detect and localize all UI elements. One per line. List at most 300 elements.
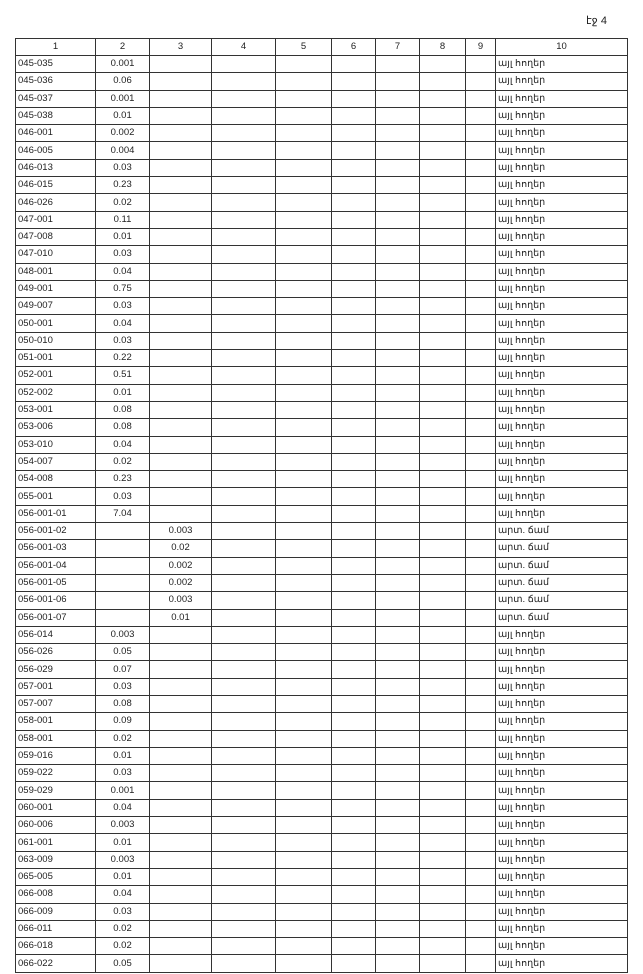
table-cell <box>376 955 420 972</box>
table-cell <box>212 955 276 972</box>
table-cell: այլ հողեր <box>496 505 628 522</box>
table-cell: 0.04 <box>96 436 150 453</box>
table-cell <box>376 678 420 695</box>
table-cell <box>376 661 420 678</box>
table-cell: այլ հողեր <box>496 453 628 470</box>
table-cell <box>150 90 212 107</box>
table-cell <box>276 955 332 972</box>
table-cell: 056-001-06 <box>16 592 96 609</box>
table-row <box>16 782 628 799</box>
table-cell: 7.04 <box>96 505 150 522</box>
table-cell <box>276 298 332 315</box>
table-cell <box>420 592 466 609</box>
table-cell: 059-029 <box>16 782 96 799</box>
table-cell <box>276 384 332 401</box>
table-row <box>16 177 628 194</box>
table-row <box>16 938 628 955</box>
table-cell <box>150 713 212 730</box>
table-cell <box>420 886 466 903</box>
table-cell <box>332 453 376 470</box>
table-cell <box>276 263 332 280</box>
table-cell <box>466 56 496 73</box>
table-cell <box>96 540 150 557</box>
table-row <box>16 661 628 678</box>
table-cell <box>150 938 212 955</box>
table-cell: 0.03 <box>96 159 150 176</box>
table-row <box>16 817 628 834</box>
table-cell <box>420 609 466 626</box>
table-cell <box>332 436 376 453</box>
table-cell: այլ հողեր <box>496 747 628 764</box>
table-cell <box>332 886 376 903</box>
table-cell <box>332 350 376 367</box>
table-cell <box>466 453 496 470</box>
table-cell <box>420 177 466 194</box>
table-cell <box>212 194 276 211</box>
table-cell <box>212 159 276 176</box>
table-row <box>16 107 628 124</box>
table-cell: 053-010 <box>16 436 96 453</box>
table-row <box>16 886 628 903</box>
table-cell <box>332 471 376 488</box>
table-cell <box>212 920 276 937</box>
table-cell: 0.003 <box>150 592 212 609</box>
table-cell <box>376 142 420 159</box>
table-cell: 0.01 <box>96 834 150 851</box>
table-cell: այլ հողեր <box>496 401 628 418</box>
table-cell <box>276 695 332 712</box>
table-cell <box>276 938 332 955</box>
table-cell: այլ հողեր <box>496 695 628 712</box>
table-cell: 0.02 <box>96 938 150 955</box>
table-cell <box>376 695 420 712</box>
table-cell: 056-001-03 <box>16 540 96 557</box>
table-row <box>16 280 628 297</box>
table-cell: 0.08 <box>96 401 150 418</box>
table-cell: 046-026 <box>16 194 96 211</box>
table-cell: այլ հողեր <box>496 488 628 505</box>
table-cell <box>212 523 276 540</box>
table-cell <box>420 350 466 367</box>
table-cell <box>212 367 276 384</box>
table-row <box>16 747 628 764</box>
table-cell <box>420 574 466 591</box>
table-cell: այլ հողեր <box>496 436 628 453</box>
table-cell <box>466 177 496 194</box>
table-cell <box>150 246 212 263</box>
table-row <box>16 228 628 245</box>
table-cell <box>212 177 276 194</box>
table-cell: այլ հողեր <box>496 298 628 315</box>
table-cell <box>212 592 276 609</box>
table-cell <box>376 834 420 851</box>
table-cell <box>376 56 420 73</box>
table-cell <box>332 592 376 609</box>
table-cell <box>212 799 276 816</box>
table-row <box>16 125 628 142</box>
table-cell: այլ հողեր <box>496 90 628 107</box>
table-cell <box>276 453 332 470</box>
table-cell <box>150 107 212 124</box>
table-cell <box>420 505 466 522</box>
table-cell <box>212 471 276 488</box>
table-cell <box>150 350 212 367</box>
table-cell <box>332 574 376 591</box>
table-cell <box>212 298 276 315</box>
table-cell <box>466 384 496 401</box>
table-cell <box>420 332 466 349</box>
table-cell <box>466 557 496 574</box>
table-cell <box>376 211 420 228</box>
table-cell <box>276 592 332 609</box>
column-header: 8 <box>420 39 466 56</box>
table-cell <box>420 955 466 972</box>
table-cell: այլ հողեր <box>496 782 628 799</box>
table-cell: այլ հողեր <box>496 107 628 124</box>
table-cell <box>332 523 376 540</box>
table-row <box>16 644 628 661</box>
table-cell: 0.03 <box>96 246 150 263</box>
table-cell <box>420 523 466 540</box>
table-cell <box>420 782 466 799</box>
table-cell <box>466 903 496 920</box>
table-cell <box>466 782 496 799</box>
table-cell <box>212 574 276 591</box>
table-cell <box>466 938 496 955</box>
table-cell <box>420 280 466 297</box>
table-cell <box>276 903 332 920</box>
table-cell <box>332 367 376 384</box>
table-cell: 053-001 <box>16 401 96 418</box>
table-cell <box>376 782 420 799</box>
table-cell <box>420 730 466 747</box>
table-cell <box>276 817 332 834</box>
table-cell <box>276 125 332 142</box>
table-cell <box>466 73 496 90</box>
table-cell <box>332 540 376 557</box>
table-row <box>16 695 628 712</box>
table-cell <box>276 626 332 643</box>
table-cell: 056-001-04 <box>16 557 96 574</box>
table-cell <box>376 125 420 142</box>
table-cell <box>376 540 420 557</box>
table-cell <box>150 401 212 418</box>
table-row <box>16 298 628 315</box>
table-row <box>16 246 628 263</box>
table-cell <box>332 298 376 315</box>
table-cell <box>212 453 276 470</box>
table-cell <box>376 350 420 367</box>
table-cell <box>466 246 496 263</box>
table-cell: այլ հողեր <box>496 851 628 868</box>
table-cell: այլ հողեր <box>496 280 628 297</box>
table-cell <box>150 851 212 868</box>
table-body <box>16 56 628 973</box>
table-cell <box>332 384 376 401</box>
table-cell <box>466 713 496 730</box>
table-cell <box>276 730 332 747</box>
table-cell: այլ հողեր <box>496 367 628 384</box>
table-cell: արտ. ճամ <box>496 557 628 574</box>
table-cell: արտ. ճամ <box>496 574 628 591</box>
column-header: 3 <box>150 39 212 56</box>
table-cell <box>276 142 332 159</box>
table-cell <box>466 765 496 782</box>
table-cell <box>376 747 420 764</box>
table-cell <box>466 90 496 107</box>
table-cell: 0.03 <box>96 298 150 315</box>
column-header: 9 <box>466 39 496 56</box>
table-cell: 056-029 <box>16 661 96 678</box>
table-cell <box>332 56 376 73</box>
table-cell <box>332 263 376 280</box>
table-cell <box>276 920 332 937</box>
table-cell: 0.02 <box>96 730 150 747</box>
table-row <box>16 713 628 730</box>
table-row <box>16 194 628 211</box>
table-cell <box>150 367 212 384</box>
table-cell <box>96 574 150 591</box>
table-cell <box>96 523 150 540</box>
table-cell: այլ հողեր <box>496 246 628 263</box>
table-cell <box>420 315 466 332</box>
table-cell <box>466 228 496 245</box>
table-cell <box>420 540 466 557</box>
table-cell: այլ հողեր <box>496 713 628 730</box>
table-cell: 066-018 <box>16 938 96 955</box>
table-cell: այլ հողեր <box>496 350 628 367</box>
table-cell: 0.23 <box>96 177 150 194</box>
table-cell: 0.04 <box>96 315 150 332</box>
column-header: 2 <box>96 39 150 56</box>
table-cell: 0.05 <box>96 955 150 972</box>
table-cell <box>212 782 276 799</box>
table-row <box>16 730 628 747</box>
table-cell <box>212 73 276 90</box>
table-cell: 056-001-05 <box>16 574 96 591</box>
table-cell <box>466 920 496 937</box>
table-cell <box>376 367 420 384</box>
table-cell: 0.05 <box>96 644 150 661</box>
table-cell <box>276 246 332 263</box>
table-cell <box>150 159 212 176</box>
table-cell <box>332 765 376 782</box>
table-cell <box>466 574 496 591</box>
table-cell <box>466 488 496 505</box>
table-cell <box>466 955 496 972</box>
table-cell: այլ հողեր <box>496 159 628 176</box>
table-cell <box>466 419 496 436</box>
table-cell: 0.003 <box>96 817 150 834</box>
table-row <box>16 920 628 937</box>
table-cell <box>420 90 466 107</box>
table-cell <box>466 107 496 124</box>
table-cell <box>466 747 496 764</box>
table-cell: 066-009 <box>16 903 96 920</box>
table-cell <box>420 367 466 384</box>
table-cell <box>332 661 376 678</box>
table-cell <box>466 817 496 834</box>
table-cell <box>276 557 332 574</box>
table-cell <box>150 453 212 470</box>
table-cell: 060-006 <box>16 817 96 834</box>
table-cell: 0.001 <box>96 782 150 799</box>
table-cell <box>276 644 332 661</box>
table-cell <box>332 851 376 868</box>
table-cell <box>466 211 496 228</box>
table-cell <box>150 695 212 712</box>
table-cell: արտ. ճամ <box>496 609 628 626</box>
column-header: 1 <box>16 39 96 56</box>
table-cell: 0.002 <box>96 125 150 142</box>
table-cell: 045-037 <box>16 90 96 107</box>
table-cell: 056-001-02 <box>16 523 96 540</box>
table-cell <box>332 90 376 107</box>
table-cell <box>212 557 276 574</box>
table-cell <box>376 332 420 349</box>
table-cell: 056-001-07 <box>16 609 96 626</box>
table-row <box>16 315 628 332</box>
table-cell <box>276 73 332 90</box>
table-cell <box>376 298 420 315</box>
table-cell: 0.01 <box>150 609 212 626</box>
table-cell <box>466 315 496 332</box>
table-cell: 0.01 <box>96 868 150 885</box>
column-header: 4 <box>212 39 276 56</box>
table-row <box>16 592 628 609</box>
table-cell: 0.04 <box>96 886 150 903</box>
table-cell: 046-005 <box>16 142 96 159</box>
table-cell <box>150 765 212 782</box>
table-cell: 0.09 <box>96 713 150 730</box>
table-cell <box>212 142 276 159</box>
table-cell <box>212 661 276 678</box>
table-cell <box>276 90 332 107</box>
table-cell <box>96 557 150 574</box>
table-cell <box>276 765 332 782</box>
table-cell <box>420 419 466 436</box>
table-cell <box>466 350 496 367</box>
table-cell <box>150 263 212 280</box>
table-row <box>16 626 628 643</box>
table-cell <box>332 609 376 626</box>
table-cell: 0.003 <box>96 626 150 643</box>
table-cell <box>276 886 332 903</box>
table-cell <box>420 471 466 488</box>
table-cell <box>332 626 376 643</box>
page-number: էջ 4 <box>586 15 607 27</box>
table-cell: 0.07 <box>96 661 150 678</box>
table-cell <box>276 194 332 211</box>
table-cell <box>466 661 496 678</box>
table-cell: այլ հողեր <box>496 471 628 488</box>
table-cell: 056-014 <box>16 626 96 643</box>
table-cell: այլ հողեր <box>496 332 628 349</box>
table-cell: 0.01 <box>96 228 150 245</box>
table-cell <box>376 90 420 107</box>
table-cell: 0.75 <box>96 280 150 297</box>
table-cell: 0.003 <box>96 851 150 868</box>
table-cell <box>150 315 212 332</box>
table-row <box>16 505 628 522</box>
table-cell <box>150 678 212 695</box>
table-cell: 0.01 <box>96 384 150 401</box>
table-cell: 047-010 <box>16 246 96 263</box>
table-cell <box>376 644 420 661</box>
table-cell <box>466 851 496 868</box>
table-cell <box>376 384 420 401</box>
table-cell <box>420 938 466 955</box>
table-cell: 063-009 <box>16 851 96 868</box>
table-cell: 061-001 <box>16 834 96 851</box>
table-cell <box>276 747 332 764</box>
table-cell <box>212 263 276 280</box>
table-cell: 054-007 <box>16 453 96 470</box>
table-cell <box>276 280 332 297</box>
table-row <box>16 90 628 107</box>
table-cell: 046-015 <box>16 177 96 194</box>
table-cell: 055-001 <box>16 488 96 505</box>
table-cell <box>376 263 420 280</box>
table-row <box>16 350 628 367</box>
table-cell <box>420 436 466 453</box>
table-cell <box>376 401 420 418</box>
table-cell: այլ հողեր <box>496 56 628 73</box>
table-row <box>16 851 628 868</box>
table-cell <box>150 661 212 678</box>
table-cell <box>376 280 420 297</box>
table-cell <box>276 851 332 868</box>
table-cell: 0.004 <box>96 142 150 159</box>
table-row <box>16 799 628 816</box>
table-cell <box>332 177 376 194</box>
table-cell <box>276 471 332 488</box>
table-cell: այլ հողեր <box>496 228 628 245</box>
table-cell <box>212 834 276 851</box>
table-cell <box>466 695 496 712</box>
table-cell <box>466 401 496 418</box>
table-cell <box>212 384 276 401</box>
table-cell <box>150 817 212 834</box>
table-cell: 051-001 <box>16 350 96 367</box>
table-cell <box>212 938 276 955</box>
table-cell: 0.03 <box>96 332 150 349</box>
table-cell <box>332 903 376 920</box>
table-cell <box>212 211 276 228</box>
table-cell <box>276 436 332 453</box>
table-cell <box>376 920 420 937</box>
table-cell <box>376 868 420 885</box>
table-cell <box>376 436 420 453</box>
table-row <box>16 332 628 349</box>
table-cell <box>466 886 496 903</box>
table-cell: այլ հողեր <box>496 177 628 194</box>
table-cell <box>376 246 420 263</box>
table-cell <box>376 592 420 609</box>
table-cell: այլ հողեր <box>496 644 628 661</box>
table-cell <box>420 384 466 401</box>
table-cell: 049-001 <box>16 280 96 297</box>
column-header: 5 <box>276 39 332 56</box>
table-cell: 052-001 <box>16 367 96 384</box>
table-cell: այլ հողեր <box>496 955 628 972</box>
table-cell <box>420 107 466 124</box>
table-cell <box>150 730 212 747</box>
table-cell <box>276 609 332 626</box>
table-cell <box>276 401 332 418</box>
table-cell: 0.03 <box>96 678 150 695</box>
table-cell <box>150 56 212 73</box>
